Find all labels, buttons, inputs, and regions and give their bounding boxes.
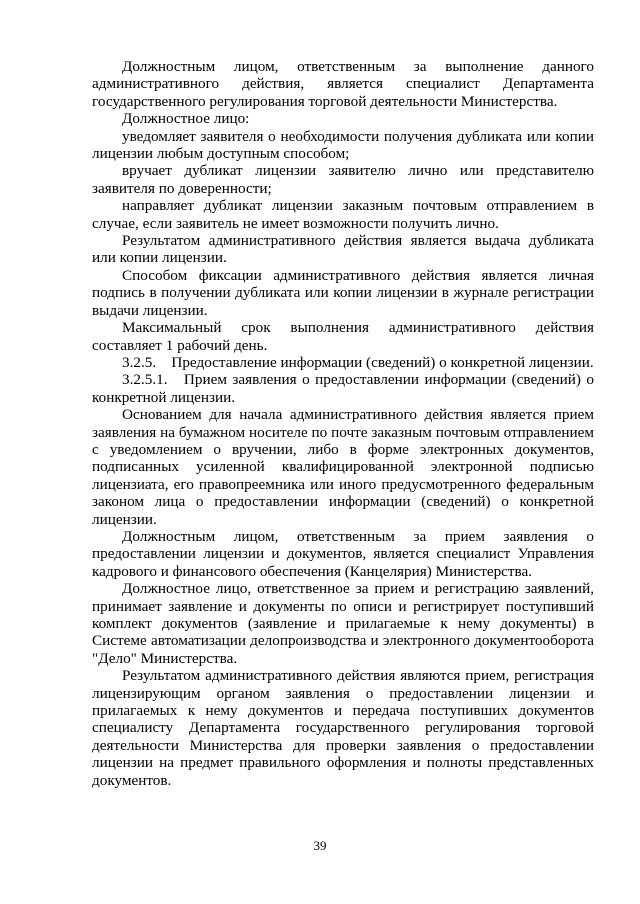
paragraph: Основанием для начала административного действия является прием заявления на бумажном носителе по почте заказным почтовым отправлением с уведомлением о вручении, либо в форме электронных документов, подписанных усиленной квалифицированной электронной подписью лицензиата, его правопреемника или иного предусмотренного федеральным законом лица о предоставлении информации (сведений) о конкретной лицензии. [92,406,594,528]
paragraph: Результатом административного действия является выдача дубликата или копии лицензии. [92,232,594,267]
subsection-heading: 3.2.5.1. Прием заявления о предоставлении информации (сведений) о конкретной лицензии. [92,371,594,406]
paragraph: Способом фиксации административного действия является личная подпись в получении дубликата или копии лицензии в журнале регистрации выдачи лицензии. [92,266,594,319]
document-body [92,58,594,789]
paragraph: Должностным лицом, ответственным за выполнение данного административного действия, является специалист Департамента государственного регулирования торговой деятельности Министерства. [92,58,594,110]
paragraph: Максимальный срок выполнения административного действия составляет 1 рабочий день. [92,319,594,354]
paragraph: Результатом административного действия являются прием, регистрация лицензирующим органом заявления о предоставлении лицензии и прилагаемых к нему документов и передача поступивших документов специалисту Департамента государственного регулирования торговой деятельности Министерства для проверки заявления о предоставлении лицензии на предмет правильного оформления и полноты представленных документов. [92,667,594,789]
section-heading: 3.2.5. Предоставление информации (сведений) о конкретной лицензии. [122,353,594,371]
paragraph: уведомляет заявителя о необходимости получения дубликата или копии лицензии любым доступным способом; [92,127,594,163]
paragraph: Должностное лицо: [122,110,250,128]
paragraph: направляет дубликат лицензии заказным почтовым отправлением в случае, если заявитель не имеет возможности получить лично. [92,197,594,232]
page-number: 39 [313,838,327,853]
paragraph: Должностным лицом, ответственным за прием заявления о предоставлении лицензии и документов, является специалист Управления кадрового и финансового обеспечения (Канцелярия) Министерства. [92,527,594,580]
paragraph: вручает дубликат лицензии заявителю лично или представителю заявителя по доверенности; [92,162,594,197]
paragraph: Должностное лицо, ответственное за прием и регистрацию заявлений, принимает заявление и документы по описи и регистрирует поступивший комплект документов (заявление и прилагаемые к нему документы) в Системе автоматизации делопроизводства и электронного документооборота "Дело" Министерства. [92,580,594,667]
